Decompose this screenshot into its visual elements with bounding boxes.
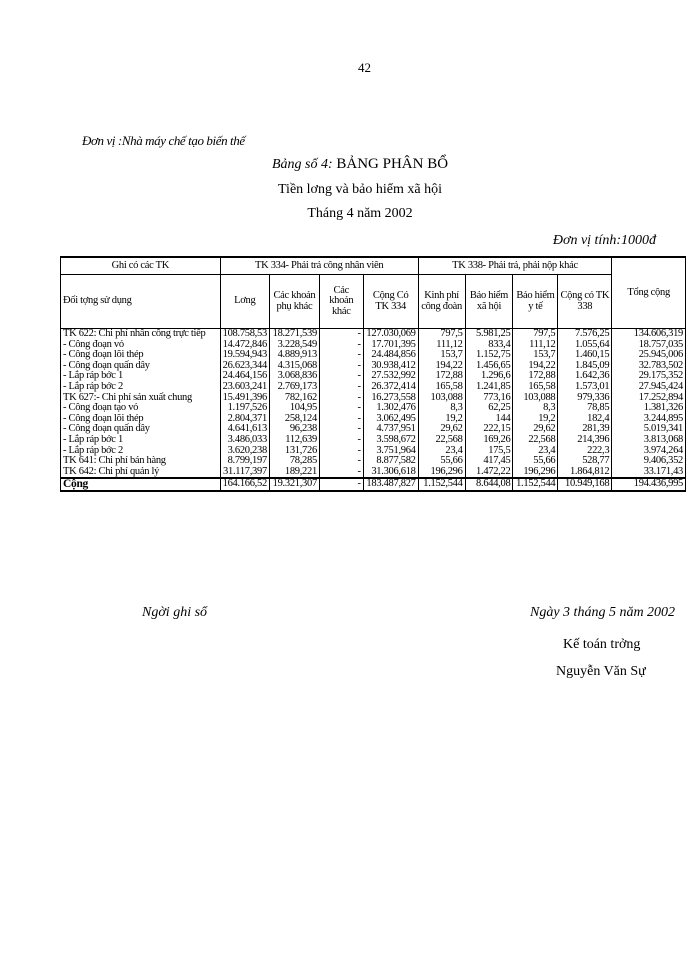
cell-value: 7.576,25 xyxy=(574,328,610,339)
report-month: Tháng 4 năm 2002 xyxy=(307,206,413,221)
cell-value: - xyxy=(357,465,361,477)
report-date: Ngày 3 tháng 5 năm 2002 xyxy=(530,605,676,620)
header-debit: Ghi có các TK xyxy=(61,257,221,275)
cell-value: 22,568 xyxy=(528,433,556,445)
cell-value: - xyxy=(357,433,361,445)
cell-value: - xyxy=(357,402,361,414)
cell-value: 153,7 xyxy=(533,349,556,361)
table-title xyxy=(0,156,700,173)
cell-value: 23,4 xyxy=(445,444,463,456)
cell-value: 104,95 xyxy=(289,402,317,414)
cell-value: 103,088 xyxy=(523,391,556,403)
row-label: - Công đoạn lõi thép xyxy=(63,412,144,424)
cell-value: 3.974,264 xyxy=(643,444,683,456)
header-col-kpcd: Kinh phí công đoàn xyxy=(418,275,465,329)
cell-value: 169,26 xyxy=(483,433,511,445)
header-col-bhyt: Bảo hiểm y tế xyxy=(513,275,558,329)
cell-value: 797,5 xyxy=(533,328,556,339)
cell-value: 8,3 xyxy=(543,402,556,414)
cell-value: 182,4 xyxy=(587,412,610,424)
cell-value: 196,296 xyxy=(430,465,463,477)
cell-value: 153,7 xyxy=(440,349,463,361)
cell-value: 30.938,412 xyxy=(371,359,416,371)
cell-value: 19.594,943 xyxy=(222,349,267,361)
cell-value: 131,726 xyxy=(284,444,317,456)
cell-value: 4.315,068 xyxy=(277,359,317,371)
col-cong334-values xyxy=(363,329,418,479)
cell-value: 189,221 xyxy=(284,465,317,477)
row-label: - Công đoạn lõi thép xyxy=(63,349,144,361)
cell-value: 17.701,395 xyxy=(371,338,416,350)
col-bhyt-values xyxy=(513,329,558,479)
cell-value: 18.757,035 xyxy=(638,338,683,350)
total-bhyt: 1.152,544 xyxy=(513,478,558,491)
header-row-2 xyxy=(61,275,686,329)
row-label: - Công đoạn quấn dây xyxy=(63,359,150,371)
cell-value: 1.642,36 xyxy=(574,370,610,382)
cell-value: 25.945,006 xyxy=(638,349,683,361)
cell-value: 1.381,326 xyxy=(643,402,683,414)
table-subtitle: Tiền lơng và bảo hiểm xã hội xyxy=(278,182,442,197)
cell-value: 78,85 xyxy=(587,402,610,414)
cell-value: 281,39 xyxy=(582,423,610,435)
cell-value: 194,22 xyxy=(435,359,463,371)
cell-value: 1.197,526 xyxy=(227,402,267,414)
table-title-main: BẢNG PHÂN BỔ xyxy=(336,156,449,172)
cell-value: 3.620,238 xyxy=(227,444,267,456)
cell-value: 8.877,582 xyxy=(376,455,416,467)
chief-accountant: Kế toán trởng xyxy=(563,637,641,652)
cell-value: 14.472,846 xyxy=(222,338,267,350)
cell-value: 222,3 xyxy=(587,444,610,456)
total-khac: - xyxy=(319,478,363,491)
row-label: TK 642: Chi phí quản lý xyxy=(63,465,160,477)
cell-value: 27.532,992 xyxy=(371,370,416,382)
header-col-cong334: Cộng Có TK 334 xyxy=(363,275,418,329)
cell-value: - xyxy=(357,444,361,456)
cell-value: 782,162 xyxy=(284,391,317,403)
cell-value: 3.813,068 xyxy=(643,433,683,445)
cell-value: 1.456,65 xyxy=(476,359,511,371)
header-col-cong338: Cộng có TK 338 xyxy=(558,275,612,329)
cell-value: 5.019,341 xyxy=(643,423,683,435)
cell-value: 16.273,558 xyxy=(371,391,416,403)
cell-value: 108.758,53 xyxy=(222,328,267,339)
cell-value: 29,62 xyxy=(533,423,556,435)
cell-value: 165,58 xyxy=(528,380,556,392)
cell-value: 3.244,895 xyxy=(643,412,683,424)
row-label: - Công đoạn vỏ xyxy=(63,338,124,350)
row-label: - Công đoạn quấn dây xyxy=(63,423,150,435)
cell-value: 31.117,397 xyxy=(223,465,267,477)
header-subject: Đối tợng sử dụng xyxy=(61,275,221,329)
cell-value: 144 xyxy=(495,412,511,424)
cell-value: 172,88 xyxy=(528,370,556,382)
col-tong-values xyxy=(612,329,686,479)
cell-value: 22,568 xyxy=(435,433,463,445)
cell-value: - xyxy=(357,391,361,403)
cell-value: 26.623,344 xyxy=(222,359,267,371)
header-col-bhxh: Bảo hiểm xã hội xyxy=(465,275,513,329)
cell-value: 797,5 xyxy=(440,328,463,339)
cell-value: 3.486,033 xyxy=(227,433,267,445)
cell-value: 1.460,15 xyxy=(574,349,610,361)
cell-value: 2.769,173 xyxy=(277,380,317,392)
cell-value: 112,639 xyxy=(285,433,317,445)
col-phu-values xyxy=(269,329,319,479)
cell-value: 134.606,319 xyxy=(633,328,683,339)
cell-value: 96,238 xyxy=(289,423,317,435)
cell-value: 127.030,069 xyxy=(366,328,416,339)
cell-value: 3.751,964 xyxy=(376,444,416,456)
col-kpcd-values xyxy=(418,329,465,479)
header-row-1 xyxy=(61,257,686,275)
header-total: Tổng cộng xyxy=(612,257,686,329)
cell-value: - xyxy=(357,359,361,371)
cell-value: - xyxy=(357,370,361,382)
cell-value: 23,4 xyxy=(538,444,556,456)
cell-value: 5.981,25 xyxy=(476,328,511,339)
cell-value: 196,296 xyxy=(523,465,556,477)
cell-value: - xyxy=(357,380,361,392)
cell-value: 111,12 xyxy=(529,338,556,350)
cell-value: 24.464,156 xyxy=(222,370,267,382)
cell-value: 111,12 xyxy=(436,338,463,350)
cell-value: - xyxy=(357,423,361,435)
cell-value: 3.228,549 xyxy=(277,338,317,350)
cell-value: 172,88 xyxy=(435,370,463,382)
cell-value: 258,124 xyxy=(284,412,317,424)
header-tk338: TK 338- Phải trả, phải nộp khác xyxy=(418,257,612,275)
table-number: Bảng số 4: xyxy=(271,157,333,172)
cell-value: 8,3 xyxy=(450,402,463,414)
cell-value: 3.062,495 xyxy=(376,412,416,424)
cell-value: - xyxy=(357,328,361,339)
header-col-khac: Các khoản khác xyxy=(319,275,363,329)
cell-value: - xyxy=(357,455,361,467)
cell-value: 23.603,241 xyxy=(222,380,267,392)
row-label: - Lắp ráp bớc 2 xyxy=(63,444,123,456)
row-label: - Lắp ráp bớc 1 xyxy=(63,370,123,382)
cell-value: 1.055,64 xyxy=(574,338,610,350)
cell-value: 417,45 xyxy=(483,455,511,467)
total-kpcd: 1.152,544 xyxy=(418,478,465,491)
row-label: TK 622: Chi phí nhân công trực tiếp xyxy=(63,328,206,339)
cell-value: 4.889,913 xyxy=(277,349,317,361)
cell-value: 32.783,502 xyxy=(638,359,683,371)
total-row xyxy=(61,478,686,491)
header-col-luong: Lơng xyxy=(220,275,269,329)
cell-value: - xyxy=(357,349,361,361)
cell-value: 1.302,476 xyxy=(376,402,416,414)
total-label: Cộng xyxy=(61,478,221,491)
organization-unit: Đơn vị :Nhà máy chế tạo biến thế xyxy=(82,133,245,148)
col-cong338-values xyxy=(558,329,612,479)
cell-value: 2.804,371 xyxy=(227,412,267,424)
total-cong338: 10.949,168 xyxy=(558,478,612,491)
cell-value: 26.372,414 xyxy=(371,380,416,392)
cell-value: 1.296,6 xyxy=(481,370,511,382)
cell-value: 1.864,812 xyxy=(569,465,610,477)
cell-value: - xyxy=(357,338,361,350)
cell-value: 1.845,09 xyxy=(574,359,610,371)
total-phu: 19.321,307 xyxy=(269,478,319,491)
cell-value: 773,16 xyxy=(483,391,511,403)
row-label: - Công đoạn tạo vỏ xyxy=(63,402,139,414)
cell-value: 55,66 xyxy=(533,455,556,467)
cell-value: - xyxy=(357,412,361,424)
cell-value: 4.737,951 xyxy=(376,423,416,435)
cell-value: 1.241,85 xyxy=(476,380,511,392)
cell-value: 528,77 xyxy=(582,455,610,467)
cell-value: 9.406,352 xyxy=(643,455,683,467)
allocation-table xyxy=(60,256,686,492)
row-label: - Lắp ráp bớc 2 xyxy=(63,380,123,392)
col-luong-values xyxy=(220,329,269,479)
cell-value: 8.799,197 xyxy=(227,455,267,467)
cell-value: 175,5 xyxy=(488,444,511,456)
cell-value: 4.641,613 xyxy=(227,423,267,435)
header-tk334: TK 334- Phải trả công nhân viên xyxy=(220,257,418,275)
row-label: TK 641: Chi phí bán hàng xyxy=(63,455,166,467)
cell-value: 1.472,22 xyxy=(476,465,511,477)
cell-value: 62,25 xyxy=(488,402,511,414)
cell-value: 1.152,75 xyxy=(476,349,511,361)
accountant-name: Nguyễn Văn Sự xyxy=(556,664,646,679)
total-luong: 164.166,52 xyxy=(220,478,269,491)
cell-value: 194,22 xyxy=(528,359,556,371)
cell-value: 29,62 xyxy=(440,423,463,435)
cell-value: 33.171,43 xyxy=(643,465,683,477)
cell-value: 78,285 xyxy=(289,455,317,467)
labels-cell xyxy=(61,329,221,479)
total-cong334: 183.487,827 xyxy=(363,478,418,491)
page-number: 42 xyxy=(358,60,371,75)
col-khac-values xyxy=(319,329,363,479)
cell-value: 17.252,894 xyxy=(638,391,683,403)
header-col-phu: Các khoản phụ khác xyxy=(269,275,319,329)
cell-value: 833,4 xyxy=(488,338,511,350)
total-tong: 194.436,995 xyxy=(612,478,686,491)
row-label: - Lắp ráp bớc 1 xyxy=(63,433,123,445)
cell-value: 29.175,352 xyxy=(638,370,683,382)
body-row xyxy=(61,329,686,479)
cell-value: 18.271,539 xyxy=(272,328,317,339)
cell-value: 27.945,424 xyxy=(638,380,683,392)
cell-value: 55,66 xyxy=(440,455,463,467)
cell-value: 19,2 xyxy=(538,412,556,424)
cell-value: 222,15 xyxy=(483,423,511,435)
cell-value: 214,396 xyxy=(577,433,610,445)
cell-value: 1.573,01 xyxy=(574,380,610,392)
calculation-unit: Đơn vị tính:1000đ xyxy=(552,233,656,248)
cell-value: 3.068,836 xyxy=(277,370,317,382)
cell-value: 103,088 xyxy=(430,391,463,403)
total-bhxh: 8.644,08 xyxy=(465,478,513,491)
row-label: TK 627:- Chi phí sản xuất chung xyxy=(63,391,192,403)
col-bhxh-values xyxy=(465,329,513,479)
cell-value: 19,2 xyxy=(445,412,463,424)
cell-value: 3.598,672 xyxy=(376,433,416,445)
recorder-signature: Ngời ghi sổ xyxy=(142,605,208,620)
cell-value: 24.484,856 xyxy=(371,349,416,361)
cell-value: 979,336 xyxy=(577,391,610,403)
cell-value: 165,58 xyxy=(435,380,463,392)
cell-value: 31.306,618 xyxy=(371,465,416,477)
cell-value: 15.491,396 xyxy=(222,391,267,403)
